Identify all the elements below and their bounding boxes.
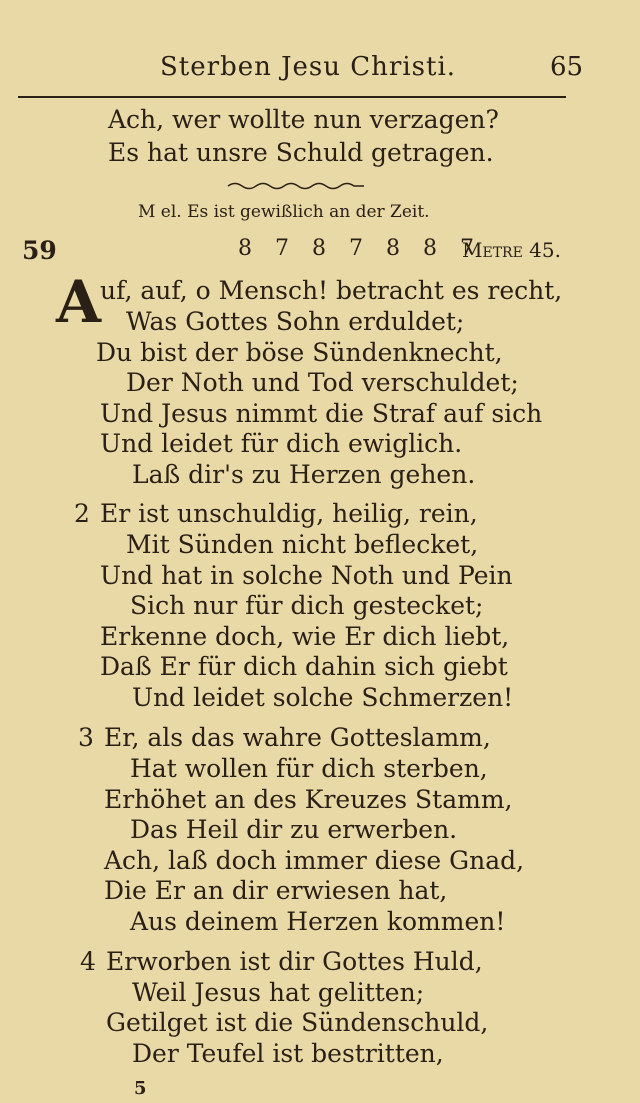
page-number: 65 xyxy=(550,52,584,82)
verse-line: uf, auf, o Mensch! betracht es recht, xyxy=(100,276,563,305)
verse-line: Und Jesus nimmt die Straf auf sich xyxy=(100,399,543,428)
verse-line: Er, als das wahre Gotteslamm, xyxy=(104,723,491,752)
meter-label: Metre 45. xyxy=(462,238,561,262)
verse-line: Er ist unschuldig, heilig, rein, xyxy=(100,499,478,528)
verse-line: Und hat in solche Noth und Pein xyxy=(100,561,513,590)
verse-line: Sich nur für dich gestecket; xyxy=(130,591,484,620)
verse-line: Erhöhet an des Kreuzes Stamm, xyxy=(104,785,513,814)
meter-numbers: 8 7 8 7 8 8 7 xyxy=(238,236,482,261)
verse-line: Erworben ist dir Gottes Huld, xyxy=(106,947,483,976)
verse-line: Hat wollen für dich sterben, xyxy=(130,754,488,783)
verse-line: Der Teufel ist bestritten, xyxy=(132,1039,444,1068)
verse-line: Das Heil dir zu erwerben. xyxy=(130,815,458,844)
ornament-divider xyxy=(226,180,366,192)
verse-line: Daß Er für dich dahin sich giebt xyxy=(100,652,508,681)
verse-line: Der Noth und Tod verschuldet; xyxy=(126,368,519,397)
verse-line: Ach, laß doch immer diese Gnad, xyxy=(104,846,525,875)
verse-line: Und leidet für dich ewiglich. xyxy=(100,429,463,458)
verse-line: Aus deinem Herzen kommen! xyxy=(130,907,506,936)
verse-line: Die Er an dir erwiesen hat, xyxy=(104,876,448,905)
verse-line: Getilget ist die Sündenschuld, xyxy=(106,1008,489,1037)
verse-line: Weil Jesus hat gelitten; xyxy=(132,978,425,1007)
signature-mark: 5 xyxy=(134,1078,147,1099)
stanza-number: 3 xyxy=(78,723,94,752)
stanza-number: 2 xyxy=(74,499,90,528)
stanza-number: 4 xyxy=(80,947,96,976)
verse-line: Und leidet solche Schmerzen! xyxy=(132,683,514,712)
verse-line: Laß dir's zu Herzen gehen. xyxy=(132,460,476,489)
carryover-line: Es hat unsre Schuld getragen. xyxy=(108,138,494,167)
drop-cap: A xyxy=(56,268,102,336)
carryover-line: Ach, wer wollte nun verzagen? xyxy=(108,105,499,134)
verse-line: Mit Sünden nicht beflecket, xyxy=(126,530,479,559)
verse-line: Was Gottes Sohn erduldet; xyxy=(126,307,465,336)
melody-reference: M el. Es ist gewißlich an der Zeit. xyxy=(138,202,430,222)
hymn-number: 59 xyxy=(22,236,57,265)
verse-line: Du bist der böse Sündenknecht, xyxy=(96,338,503,367)
verse-line: Erkenne doch, wie Er dich liebt, xyxy=(100,622,510,651)
running-head: Sterben Jesu Christi. xyxy=(160,52,457,82)
header-rule xyxy=(18,96,566,98)
